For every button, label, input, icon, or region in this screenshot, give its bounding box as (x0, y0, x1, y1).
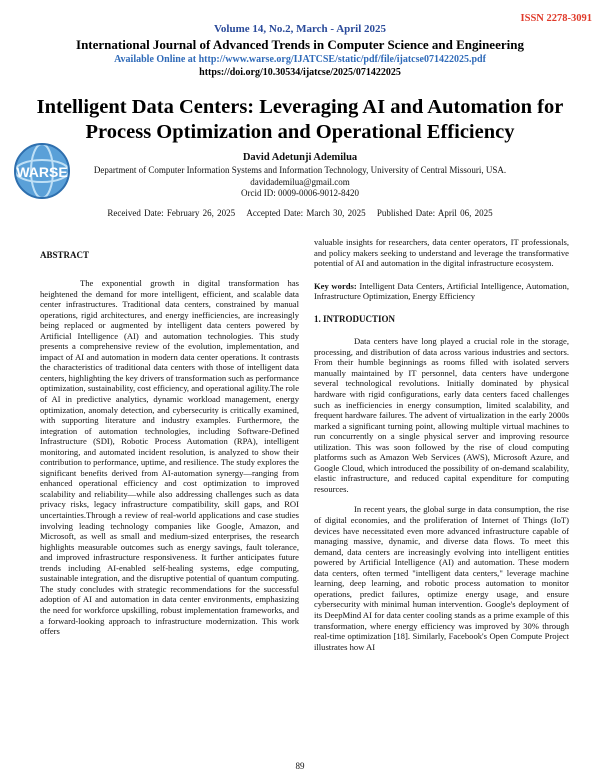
doi-link[interactable]: https://doi.org/10.30534/ijatcse/2025/071422025 (199, 67, 401, 78)
abstract-text: The exponential growth in digital transformation has heightened the demand for more intelligent, efficient, and scalable data center infrastructures. Traditional data centers, constrained by manual operations, rigid architectures, and energy inefficiencies, are increasingly being replaced or augmented by intelligent data centers powered by Artificial Intelligence (AI) and automation technologies. This study presents a comprehensive review of the evolution, implementation, and impact of AI and automation in modern data center operations. It contrasts the characteristics of traditional data centers with those of intelligent data centers, highlighting the key drivers of transformation such as performance optimization, sustainability, cost efficiency, and operational agility.The role of AI in predictive analytics, dynamic workload management, energy optimization, anomaly detection, and cybersecurity is critically examined, with supporting literature and industry examples. Furthermore, the integration of automation technologies, including Software-Defined Infrastructure (SDI), Robotic Process Automation (RPA), intelligent monitoring, and automated incident resolution, is analyzed to show their contribution to performance, uptime, and resilience. The study explores the significant benefits derived from AI-automation synergy—ranging from enhanced operational efficiency and cost optimization to improved scalability and reliability—while also addressing challenges such as data privacy risks, legacy infrastructure compatibility, skill gaps, and ROI uncertainties.Through a review of real-world applications and case studies involving leading technology companies like Google, Amazon, and Microsoft, as well as small and medium-sized enterprises, the research highlights measurable outcomes such as energy savings, fault tolerance, and improved infrastructure responsiveness. It further anticipates future trends including AI-enabled self-healing systems, edge computing, sustainable integration, and the disruptive potential of quantum computing. The study concludes with strategic recommendations for the successful adoption of AI and automation in data center environments, emphasizing the need for workforce upskilling, robust implementation frameworks, and a forward-looking approach to infrastructure modernization. This work offers (40, 278, 300, 637)
abstract-section (40, 278, 299, 637)
affiliation: Department of Computer Information Systems and Information Technology, University of Central Missouri, USA. (93, 165, 507, 175)
available-online-link[interactable]: Available Online at http://www.warse.org/IJATCSE/static/pdf/file/ijatcse071422025.pdf (114, 54, 486, 65)
abstract-continued: valuable insights for researchers, data center operators, IT professionals, and policy makers seeking to understand and leverage the transformative potential of AI and automation in the digital infrastructure ecosystem. (314, 237, 569, 269)
author-email[interactable]: davidademilua@gmail.com (250, 176, 350, 187)
keywords-text: Intelligent Data Centers, Artificial Intelligence, Automation, Infrastructure Optimization, Energy Efficiency (314, 280, 569, 302)
introduction-heading: 1. INTRODUCTION (314, 313, 396, 324)
keywords (314, 281, 569, 302)
received-date: Received Date: February 26, 2025 (107, 208, 236, 218)
publication-dates (0, 208, 600, 218)
right-column (314, 237, 569, 652)
abstract-heading: ABSTRACT (40, 250, 90, 260)
author-orcid: Orcid ID: 0009-0006-9012-8420 (241, 188, 359, 198)
page-number: 89 (295, 761, 305, 771)
logo-text: WARSE (16, 164, 68, 180)
volume-info: Volume 14, No.2, March - April 2025 (213, 23, 387, 35)
issn: ISSN 2278-3091 (520, 13, 592, 24)
keywords-label: Key words: (314, 280, 357, 291)
author-affiliation (0, 165, 600, 200)
author-name: David Adetunji Ademilua (242, 152, 358, 163)
accepted-date: Accepted Date: March 30, 2025 (246, 208, 366, 218)
intro-paragraph-2: In recent years, the global surge in data consumption, the rise of digital economies, and the proliferation of Internet of Things (IoT) devices have necessitated even more advanced infrastructure capable of managing massive, dynamic, and diverse data flows. To meet this demand, data centers are increasingly evolving into intelligent entities powered by Artificial Intelligence (AI) and automation. These modern data centers, often termed "intelligent data centers," leverage machine learning, deep learning, and robotic process automation to monitor operations, predict failures, optimize energy usage, and ensure cybersecurity with minimal human intervention. Google's deployment of its DeepMind AI for data center cooling stands as a prime example of this transformation, where energy efficiency was improved by 30% through real-time optimization [18]. Similarly, Facebook's Open Compute Project illustrates how AI (314, 504, 569, 652)
journal-name: International Journal of Advanced Trends in Computer Science and Engineering (76, 37, 524, 52)
paper-title: Intelligent Data Centers: Leveraging AI and Automation for Process Optimization and Operational Efficiency (36, 96, 564, 143)
published-date: Published Date: April 06, 2025 (376, 208, 493, 218)
intro-paragraph-1: Data centers have long played a crucial role in the storage, processing, and distribution of data across various industries and sectors. From their humble beginnings as rooms filled with isolated servers manually maintained by IT personnel, data centers have undergone several technological revolutions. Initially dominated by physical hardware with rigid configurations, early data centers faced challenges such as inefficiencies in energy consumption, limited scalability, and frequent hardware failures. The advent of virtualization in the early 2000s marked a significant turning point, allowing multiple virtual machines to run concurrently on a single physical server and improving resource utilization. This was soon followed by the rise of cloud computing platforms such as Amazon Web Services (AWS), Microsoft Azure, and Google Cloud, which introduced the possibility of on-demand scalability, elastic infrastructure, and reduced capital expenditure for computing resources. (314, 336, 569, 494)
